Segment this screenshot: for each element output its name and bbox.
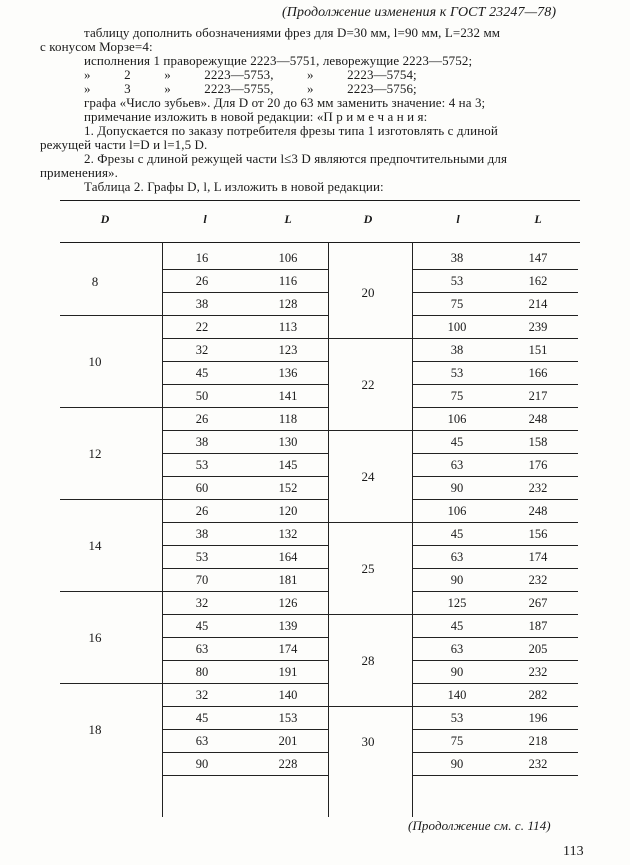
table-caption: Таблица 2. Графы D, l, L изложить в новой редакции: xyxy=(84,179,384,194)
row-rule xyxy=(162,729,328,730)
row-rule xyxy=(162,384,328,385)
cell-L: 232 xyxy=(528,665,548,679)
row-rule xyxy=(328,338,412,339)
row-rule xyxy=(412,752,578,753)
cell-l: 45 xyxy=(450,435,464,449)
cell-l: 26 xyxy=(195,412,209,426)
cell-L: 151 xyxy=(528,343,548,357)
row-rule xyxy=(162,706,328,707)
body-line: применения». xyxy=(40,165,118,180)
row-rule xyxy=(162,568,328,569)
cell-L: 118 xyxy=(278,412,298,426)
cell-l: 90 xyxy=(450,757,464,771)
cell-L: 248 xyxy=(528,412,548,426)
cell-L: 147 xyxy=(528,251,548,265)
column-header-L: L xyxy=(284,212,292,226)
row-rule xyxy=(328,706,412,707)
cell-L: 145 xyxy=(278,458,298,472)
cell-l: 32 xyxy=(195,688,209,702)
row-rule xyxy=(328,614,412,615)
row-rule xyxy=(412,315,578,316)
cell-l: 70 xyxy=(195,573,209,587)
cell-L: 174 xyxy=(528,550,548,564)
cell-D: 24 xyxy=(361,469,375,484)
cell-l: 45 xyxy=(195,366,209,380)
row-rule xyxy=(412,729,578,730)
cell-l: 90 xyxy=(450,573,464,587)
cell-l: 32 xyxy=(195,596,209,610)
cell-L: 164 xyxy=(278,550,298,564)
cell-D: 16 xyxy=(88,630,102,645)
row-rule xyxy=(412,269,578,270)
row-rule xyxy=(162,453,328,454)
row-rule xyxy=(162,683,328,684)
cell-L: 153 xyxy=(278,711,298,725)
cell-L: 132 xyxy=(278,527,298,541)
cell-L: 191 xyxy=(278,665,298,679)
cell-l: 63 xyxy=(450,550,464,564)
cell-l: 38 xyxy=(450,343,464,357)
cell-L: 282 xyxy=(528,688,548,702)
column-header-l2: l xyxy=(456,212,460,226)
row-rule xyxy=(412,292,578,293)
row-rule xyxy=(412,683,578,684)
body-line: » 3 » 2223—5755, » 2223—5756; xyxy=(84,81,417,96)
cell-L: 113 xyxy=(278,320,298,334)
row-rule xyxy=(412,637,578,638)
cell-D: 14 xyxy=(88,538,102,553)
cell-L: 126 xyxy=(278,596,298,610)
cell-l: 38 xyxy=(195,527,209,541)
cell-L: 232 xyxy=(528,481,548,495)
cell-l: 53 xyxy=(450,366,464,380)
row-rule xyxy=(412,476,578,477)
cell-L: 166 xyxy=(528,366,548,380)
body-line: с конусом Морзе=4: xyxy=(40,39,153,54)
row-rule xyxy=(412,545,578,546)
cell-L: 214 xyxy=(528,297,548,311)
row-rule xyxy=(162,430,328,431)
continuation-footer: (Продолжение см. с. 114) xyxy=(408,818,551,833)
cell-L: 201 xyxy=(278,734,298,748)
body-line: 2. Фрезы с длиной режущей части l≤3 D являются предпочтительными для xyxy=(84,151,508,166)
cell-l: 26 xyxy=(195,274,209,288)
cell-L: 128 xyxy=(278,297,298,311)
cell-L: 232 xyxy=(528,573,548,587)
cell-L: 116 xyxy=(278,274,298,288)
cell-l: 53 xyxy=(195,550,209,564)
cell-L: 106 xyxy=(278,251,298,265)
cell-L: 248 xyxy=(528,504,548,518)
cell-l: 45 xyxy=(195,619,209,633)
cell-l: 53 xyxy=(450,274,464,288)
row-rule xyxy=(328,522,412,523)
row-rule xyxy=(60,683,162,684)
row-rule xyxy=(162,660,328,661)
row-rule xyxy=(412,614,578,615)
cell-D: 25 xyxy=(361,561,375,576)
cell-l: 63 xyxy=(450,642,464,656)
row-rule xyxy=(412,568,578,569)
row-rule xyxy=(412,660,578,661)
cell-l: 90 xyxy=(195,757,209,771)
cell-L: 174 xyxy=(278,642,298,656)
table-top-rule xyxy=(60,200,580,201)
cell-L: 187 xyxy=(528,619,548,633)
cell-l: 63 xyxy=(450,458,464,472)
cell-L: 267 xyxy=(528,596,548,610)
row-rule xyxy=(412,499,578,500)
row-rule xyxy=(412,407,578,408)
row-rule xyxy=(162,476,328,477)
cell-l: 32 xyxy=(195,343,209,357)
cell-L: 123 xyxy=(278,343,298,357)
cell-L: 181 xyxy=(278,573,298,587)
cell-l: 75 xyxy=(450,389,464,403)
cell-l: 90 xyxy=(450,665,464,679)
body-line: таблицу дополнить обозначениями фрез для D=30 мм, l=90 мм, L=232 мм xyxy=(84,25,501,40)
cell-l: 22 xyxy=(195,320,209,334)
row-rule xyxy=(328,430,412,431)
cell-l: 16 xyxy=(195,251,209,265)
cell-l: 60 xyxy=(195,481,209,495)
body-line: режущей части l=D и l=1,5 D. xyxy=(40,137,208,152)
cell-L: 232 xyxy=(528,757,548,771)
row-rule xyxy=(162,269,328,270)
row-rule xyxy=(162,752,328,753)
cell-l: 75 xyxy=(450,297,464,311)
column-divider xyxy=(328,242,329,817)
body-line: 1. Допускается по заказу потребителя фрезы типа 1 изготовлять с длиной xyxy=(84,123,498,138)
row-rule xyxy=(162,338,328,339)
row-rule xyxy=(162,591,328,592)
column-divider xyxy=(412,242,413,817)
cell-l: 106 xyxy=(447,504,467,518)
column-header-D2: D xyxy=(363,212,373,226)
body-line: графа «Число зубьев». Для D от 20 до 63 мм заменить значение: 4 на 3; xyxy=(84,95,486,110)
cell-L: 139 xyxy=(278,619,298,633)
body-line: примечание изложить в новой редакции: «П р и м е ч а н и я: xyxy=(84,109,428,124)
row-rule xyxy=(162,637,328,638)
row-rule xyxy=(412,338,578,339)
cell-D: 30 xyxy=(361,733,375,749)
row-rule xyxy=(162,614,328,615)
row-rule xyxy=(60,315,162,316)
cell-L: 218 xyxy=(528,734,548,748)
cell-L: 152 xyxy=(278,481,298,495)
cell-l: 63 xyxy=(195,734,209,748)
cell-l: 106 xyxy=(447,412,467,426)
page-number: 113 xyxy=(563,844,584,859)
body-line: » 2 » 2223—5753, » 2223—5754; xyxy=(84,67,417,82)
column-header-D: D xyxy=(100,212,110,226)
row-rule xyxy=(162,775,328,776)
cell-D: 8 xyxy=(91,273,99,289)
cell-L: 205 xyxy=(528,642,548,656)
row-rule xyxy=(412,775,578,776)
body-line: исполнения 1 праворежущие 2223—5751, леворежущие 2223—5752; xyxy=(84,53,473,68)
cell-L: 141 xyxy=(278,389,298,403)
cell-l: 80 xyxy=(195,665,209,679)
cell-L: 156 xyxy=(528,527,548,541)
row-rule xyxy=(162,407,328,408)
cell-l: 140 xyxy=(447,688,467,702)
row-rule xyxy=(412,361,578,362)
row-rule xyxy=(162,292,328,293)
row-rule xyxy=(412,430,578,431)
row-rule xyxy=(412,453,578,454)
row-rule xyxy=(412,384,578,385)
cell-l: 75 xyxy=(450,734,464,748)
row-rule xyxy=(60,499,162,500)
cell-l: 100 xyxy=(447,320,467,334)
cell-D: 28 xyxy=(361,653,375,668)
row-rule xyxy=(412,706,578,707)
cell-l: 90 xyxy=(450,481,464,495)
cell-l: 45 xyxy=(450,527,464,541)
cell-D: 20 xyxy=(361,285,375,300)
cell-L: 130 xyxy=(278,435,298,449)
row-rule xyxy=(162,499,328,500)
cell-l: 38 xyxy=(450,251,464,265)
cell-L: 136 xyxy=(278,366,298,380)
cell-D: 12 xyxy=(88,446,102,461)
cell-L: 228 xyxy=(278,757,298,771)
cell-l: 38 xyxy=(195,435,209,449)
continuation-header: (Продолжение изменения к ГОСТ 23247—78) xyxy=(282,5,557,20)
column-header-l: l xyxy=(203,212,207,226)
cell-l: 45 xyxy=(195,711,209,725)
cell-L: 217 xyxy=(528,389,548,403)
row-rule xyxy=(412,591,578,592)
cell-l: 38 xyxy=(195,297,209,311)
cell-l: 50 xyxy=(195,389,209,403)
cell-L: 196 xyxy=(528,711,548,725)
cell-l: 53 xyxy=(195,458,209,472)
cell-l: 53 xyxy=(450,711,464,725)
column-header-L2: L xyxy=(534,212,542,226)
cell-D: 18 xyxy=(88,722,102,737)
cell-l: 63 xyxy=(195,642,209,656)
table-header-rule xyxy=(60,242,580,243)
cell-L: 120 xyxy=(278,504,298,518)
cell-L: 140 xyxy=(278,688,298,702)
cell-l: 26 xyxy=(195,504,209,518)
cell-D: 10 xyxy=(88,354,102,369)
cell-L: 176 xyxy=(528,458,548,472)
cell-D: 22 xyxy=(361,377,375,392)
cell-L: 239 xyxy=(528,320,548,334)
row-rule xyxy=(412,522,578,523)
row-rule xyxy=(162,315,328,316)
cell-L: 162 xyxy=(528,274,548,288)
cell-L: 158 xyxy=(528,435,548,449)
row-rule xyxy=(162,545,328,546)
row-rule xyxy=(162,361,328,362)
row-rule xyxy=(60,591,162,592)
row-rule xyxy=(60,407,162,408)
cell-l: 45 xyxy=(450,619,464,633)
cell-l: 125 xyxy=(447,596,467,610)
column-divider xyxy=(162,242,163,817)
row-rule xyxy=(162,522,328,523)
